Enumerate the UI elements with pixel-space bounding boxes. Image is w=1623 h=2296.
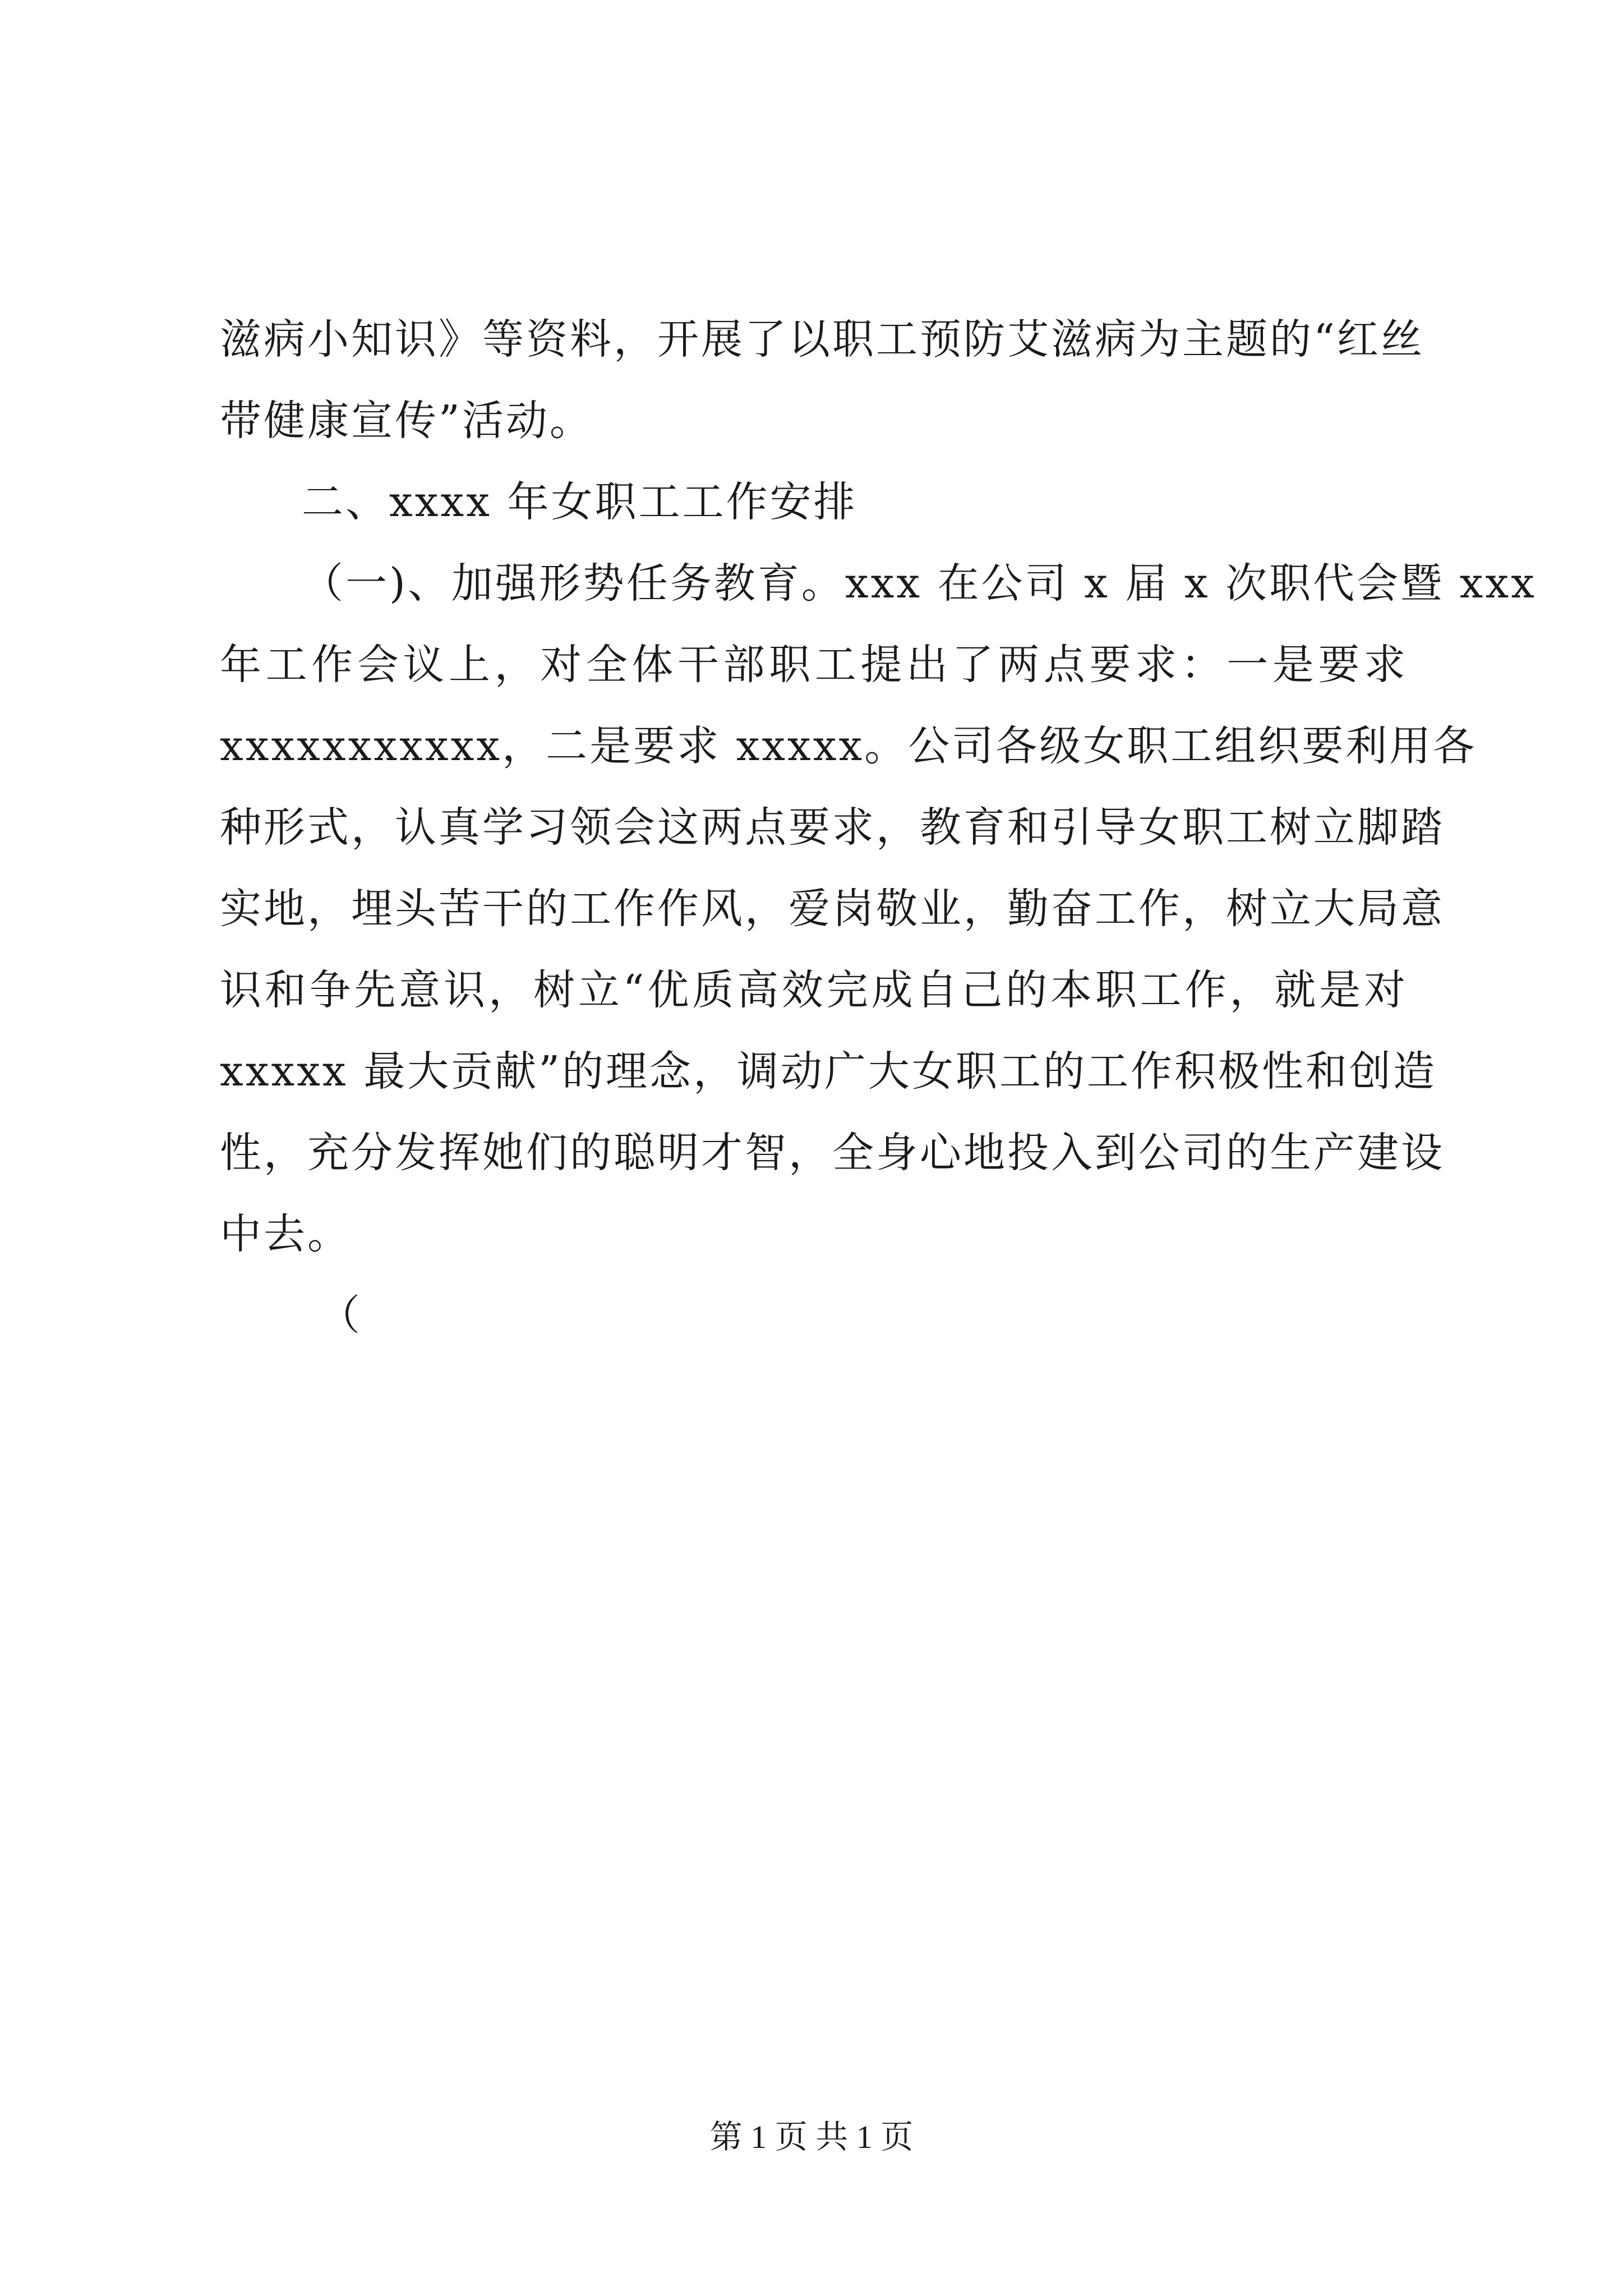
body-line-6: xxxxxxxxxxx，二是要求 xxxxx。公司各级女职工组织要利用各 xyxy=(220,722,1477,770)
body-line-5: 年工作会议上，对全体干部职工提出了两点要求：一是要求 xyxy=(220,641,1408,689)
page-footer: 第 1 页 共 1 页 xyxy=(709,2119,914,2155)
body-line-13: （ xyxy=(319,1291,362,1340)
body-line-1: 滋病小知识》等资料，开展了以职工预防艾滋病为主题的“红丝 xyxy=(220,315,1424,364)
body-line-12: 中去。 xyxy=(220,1210,351,1258)
body-line-11: 性，充分发挥她们的聪明才智，全身心地投入到公司的生产建设 xyxy=(220,1129,1445,1177)
section-heading: 二、xxxx 年女职工工作安排 xyxy=(302,478,857,526)
body-line-9: 识和争先意识，树立“优质高效完成自己的本职工作，就是对 xyxy=(220,966,1408,1014)
body-line-4: （一)、加强形势任务教育。xxx 在公司 x 届 x 次职代会暨 xxx xyxy=(302,559,1537,608)
body-line-2: 带健康宣传”活动。 xyxy=(220,397,593,445)
body-line-7: 种形式，认真学习领会这两点要求，教育和引导女职工树立脚踏 xyxy=(220,803,1445,852)
body-line-10: xxxxx 最大贡献”的理念，调动广大女职工的工作积极性和创造 xyxy=(220,1047,1437,1096)
body-line-8: 实地，埋头苦干的工作作风，爱岗敬业，勤奋工作，树立大局意 xyxy=(220,885,1445,933)
